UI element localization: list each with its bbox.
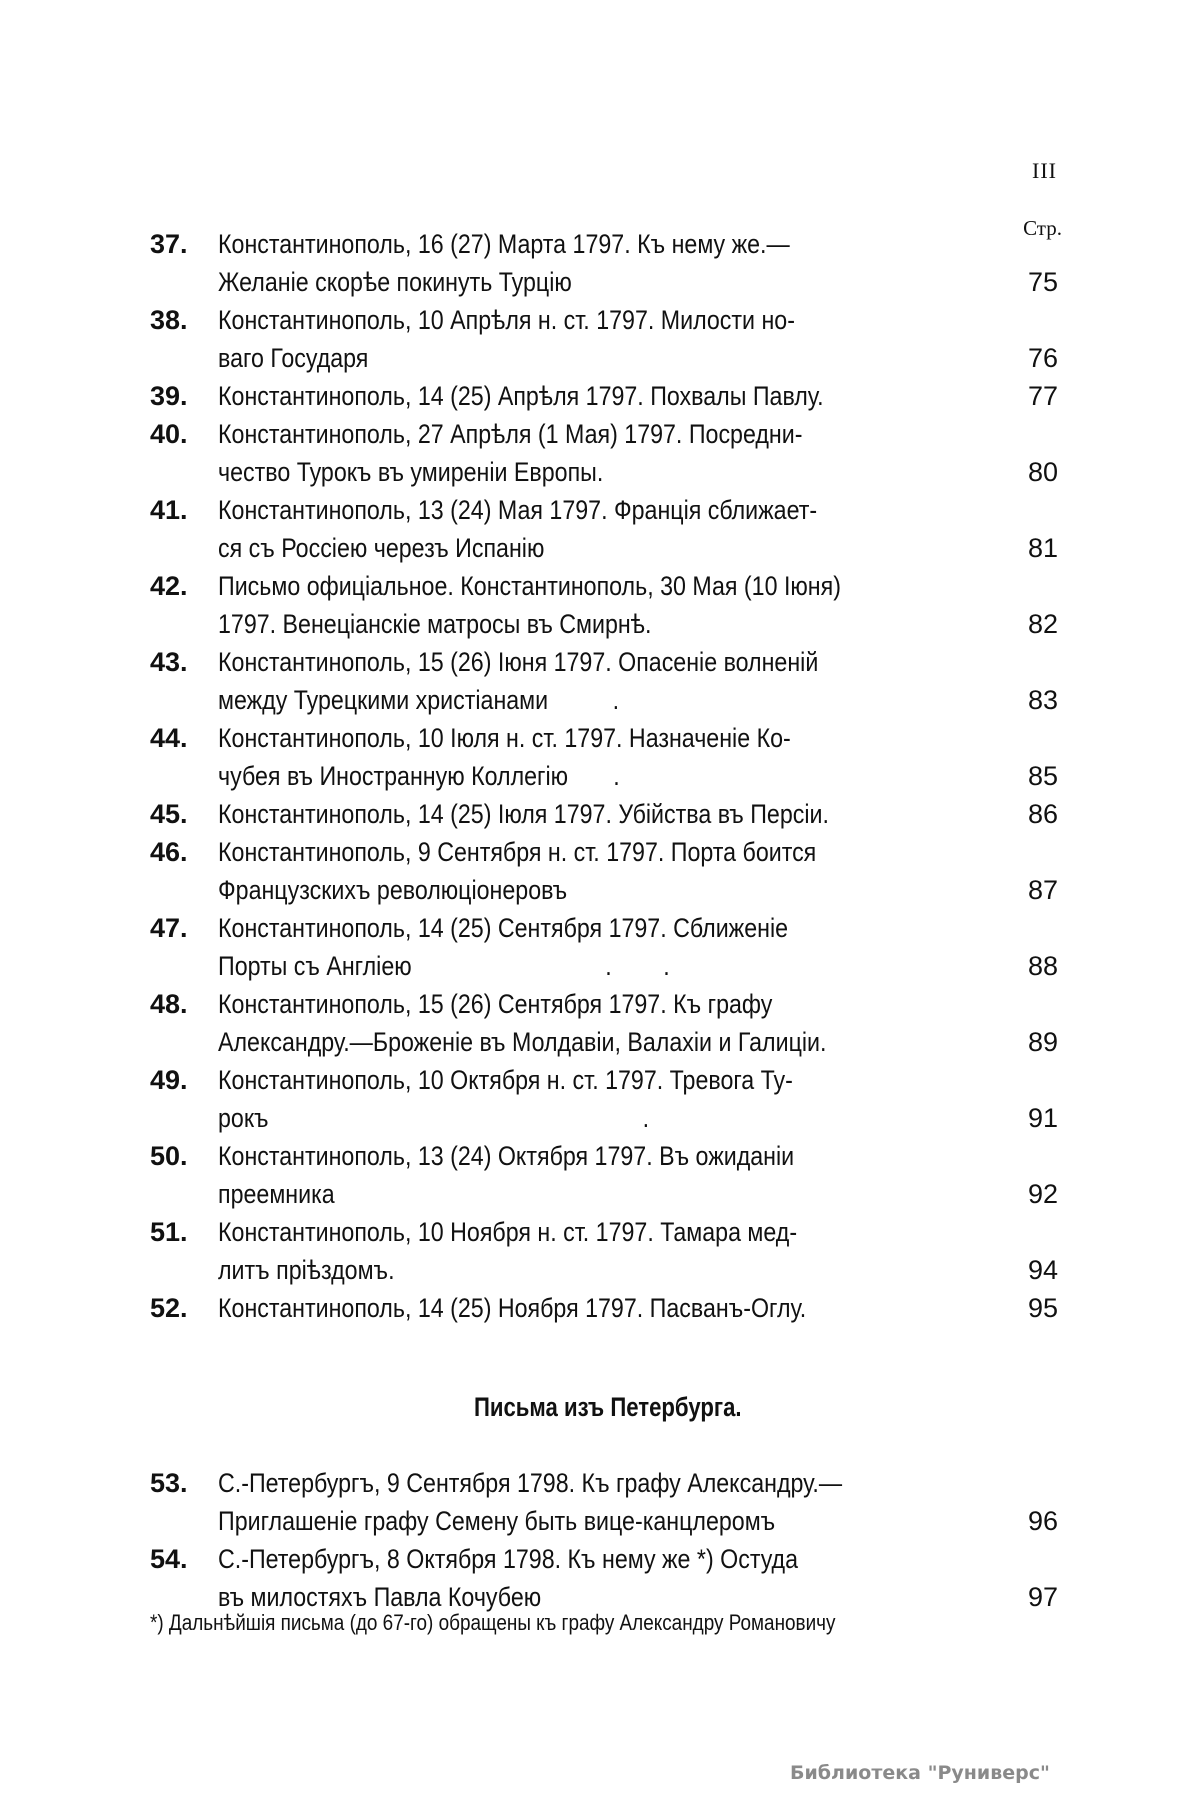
toc-entry-line <box>150 377 1058 415</box>
entry-page-number: 76 <box>1027 343 1058 373</box>
entry-number: 48. <box>150 989 188 1019</box>
entry-page-number: 77 <box>1027 381 1058 411</box>
entry-text: Письмо офиціальное. Константинополь, 30 Мая (10 Іюня) <box>218 571 841 601</box>
toc-entry <box>150 719 1058 795</box>
entry-text: Порты съ Англіею . . <box>218 951 670 981</box>
entry-number: 37. <box>150 229 188 259</box>
entry-text: Константинополь, 15 (26) Іюня 1797. Опасеніе волненій <box>218 647 819 677</box>
toc-entry-line <box>150 643 1058 681</box>
toc-entry-line <box>150 415 1058 453</box>
toc-entry <box>150 643 1058 719</box>
entry-page-number: 85 <box>1027 761 1058 791</box>
entry-page-number: 86 <box>1027 799 1058 829</box>
entry-page-number: 75 <box>1027 267 1058 297</box>
toc-entry-continuation <box>150 1023 1058 1061</box>
toc-entry-line <box>150 909 1058 947</box>
toc-entry-line <box>150 719 1058 757</box>
entry-text: Константинополь, 14 (25) Апрѣля 1797. Похвалы Павлу. <box>218 381 824 411</box>
entry-text: Константинополь, 14 (25) Сентября 1797. Сближеніе <box>218 913 789 943</box>
entry-page-number: 87 <box>1027 875 1058 905</box>
entry-text: чество Турокъ въ умиреніи Европы. <box>218 457 604 487</box>
entry-text: 1797. Венеціанскіе матросы въ Смирнѣ. <box>218 609 652 639</box>
entry-page-number: 88 <box>1027 951 1058 981</box>
entry-text: Приглашеніе графу Семену быть вице-канцлеромъ <box>218 1506 776 1536</box>
entry-number: 54. <box>150 1544 188 1574</box>
entry-text: ваго Государя <box>218 343 369 373</box>
toc-entry-continuation <box>150 1175 1058 1213</box>
footnote: *) Дальнѣйшія письма (до 67-го) обращены къ графу Александру Романовичу <box>150 1610 836 1635</box>
toc-entry-continuation <box>150 757 1058 795</box>
toc-entry-line <box>150 1213 1058 1251</box>
entry-page-number: 81 <box>1027 533 1058 563</box>
entry-text: Константинополь, 13 (24) Мая 1797. Франція сближает- <box>218 495 818 525</box>
entry-number: 46. <box>150 837 188 867</box>
entry-text: Константинополь, 10 Ноября н. ст. 1797. Тамара мед- <box>218 1217 798 1247</box>
entry-number: 52. <box>150 1293 188 1323</box>
entry-page-number: 96 <box>1027 1506 1058 1536</box>
entry-text: между Турецкими христіанами . <box>218 685 620 715</box>
toc-entry-continuation <box>150 605 1058 643</box>
toc-entry-continuation <box>150 871 1058 909</box>
entry-page-number: 94 <box>1027 1255 1058 1285</box>
toc-entry-continuation <box>150 529 1058 567</box>
entry-number: 39. <box>150 381 188 411</box>
toc-entry <box>150 795 1058 833</box>
entry-number: 53. <box>150 1468 188 1498</box>
toc-entry <box>150 377 1058 415</box>
entry-page-number: 89 <box>1027 1027 1058 1057</box>
entry-number: 49. <box>150 1065 188 1095</box>
toc-entry <box>150 1061 1058 1137</box>
toc-entry-line <box>150 1289 1058 1327</box>
entry-number: 41. <box>150 495 188 525</box>
toc-entry-continuation <box>150 1099 1058 1137</box>
entry-text: Желаніе скорѣе покинуть Турцію <box>218 267 572 297</box>
toc-entry-line <box>150 833 1058 871</box>
entry-text: Французскихъ революціонеровъ <box>218 875 568 905</box>
entry-text: Константинополь, 14 (25) Ноября 1797. Пасванъ-Оглу. <box>218 1293 807 1323</box>
entry-text: литъ пріѣздомъ. <box>218 1255 395 1285</box>
entry-text: Константинополь, 15 (26) Сентября 1797. Къ графу <box>218 989 773 1019</box>
toc-entry-line <box>150 1061 1058 1099</box>
entry-text: преемника <box>218 1179 335 1209</box>
entry-page-number: 82 <box>1027 609 1058 639</box>
entry-text: ся съ Россіею черезъ Испанію <box>218 533 545 563</box>
entry-text: Константинополь, 10 Апрѣля н. ст. 1797. Милости но- <box>218 305 795 335</box>
toc-entry-line <box>150 1464 1058 1502</box>
entry-number: 42. <box>150 571 188 601</box>
entry-page-number: 95 <box>1027 1293 1058 1323</box>
entry-number: 51. <box>150 1217 188 1247</box>
toc-entry-continuation <box>150 947 1058 985</box>
entry-page-number: 97 <box>1027 1582 1058 1612</box>
table-of-contents-part-2 <box>150 1464 1058 1616</box>
entry-page-number: 92 <box>1027 1179 1058 1209</box>
toc-entry-line <box>150 1137 1058 1175</box>
toc-entry-line <box>150 225 1058 263</box>
toc-entry <box>150 1289 1058 1327</box>
entry-text: С.-Петербургъ, 9 Сентября 1798. Къ графу Александру.— <box>218 1468 843 1498</box>
table-of-contents-part-1 <box>150 225 1058 1327</box>
entry-number: 50. <box>150 1141 188 1171</box>
entry-text: Константинополь, 10 Октября н. ст. 1797. Тревога Ту- <box>218 1065 793 1095</box>
toc-entry-continuation <box>150 263 1058 301</box>
entry-text: въ милостяхъ Павла Кочубею <box>218 1582 542 1612</box>
entry-text: С.-Петербургъ, 8 Октября 1798. Къ нему же *) Остуда <box>218 1544 799 1574</box>
entry-text: Константинополь, 9 Сентября н. ст. 1797. Порта боится <box>218 837 817 867</box>
entry-number: 40. <box>150 419 188 449</box>
section-title: Письма изъ Петербурга. <box>473 1392 742 1422</box>
toc-entry-continuation <box>150 681 1058 719</box>
toc-entry-line <box>150 301 1058 339</box>
entry-number: 43. <box>150 647 188 677</box>
entry-text: чубея въ Иностранную Коллегію . <box>218 761 620 791</box>
toc-entry-line <box>150 491 1058 529</box>
entry-text: Константинополь, 13 (24) Октября 1797. Въ ожиданіи <box>218 1141 795 1171</box>
toc-entry-line <box>150 795 1058 833</box>
toc-entry <box>150 567 1058 643</box>
entry-number: 45. <box>150 799 188 829</box>
entry-text: Константинополь, 16 (27) Марта 1797. Къ нему же.— <box>218 229 790 259</box>
toc-entry <box>150 833 1058 909</box>
toc-entry <box>150 491 1058 567</box>
entry-text: Константинополь, 10 Іюля н. ст. 1797. Назначеніе Ко- <box>218 723 791 753</box>
toc-entry <box>150 415 1058 491</box>
toc-entry <box>150 1137 1058 1213</box>
entry-page-number: 80 <box>1027 457 1058 487</box>
entry-number: 38. <box>150 305 188 335</box>
entry-text: Константинополь, 27 Апрѣля (1 Мая) 1797. Посредни- <box>218 419 803 449</box>
entry-number: 44. <box>150 723 188 753</box>
toc-entry <box>150 909 1058 985</box>
toc-entry <box>150 301 1058 377</box>
toc-entry-continuation <box>150 453 1058 491</box>
page-number: III <box>1032 158 1057 183</box>
entry-text: Александру.—Броженіе въ Молдавіи, Валахіи и Галиціи. <box>218 1027 827 1057</box>
toc-entry-line <box>150 1540 1058 1578</box>
toc-entry-continuation <box>150 1502 1058 1540</box>
entry-text: Константинополь, 14 (25) Іюля 1797. Убійства въ Персіи. <box>218 799 829 829</box>
library-watermark: Библиотека "Руниверс" <box>790 1762 1050 1784</box>
toc-entry <box>150 225 1058 301</box>
toc-entry-line <box>150 985 1058 1023</box>
toc-entry <box>150 1213 1058 1289</box>
entry-page-number: 83 <box>1027 685 1058 715</box>
toc-entry-continuation <box>150 339 1058 377</box>
page-column-label: Стр. <box>1023 216 1062 240</box>
toc-entry <box>150 985 1058 1061</box>
entry-number: 47. <box>150 913 188 943</box>
toc-entry-line <box>150 567 1058 605</box>
toc-entry <box>150 1464 1058 1540</box>
toc-entry <box>150 1540 1058 1616</box>
entry-page-number: 91 <box>1027 1103 1058 1133</box>
toc-entry-continuation <box>150 1251 1058 1289</box>
entry-text: рокъ . <box>218 1103 650 1133</box>
